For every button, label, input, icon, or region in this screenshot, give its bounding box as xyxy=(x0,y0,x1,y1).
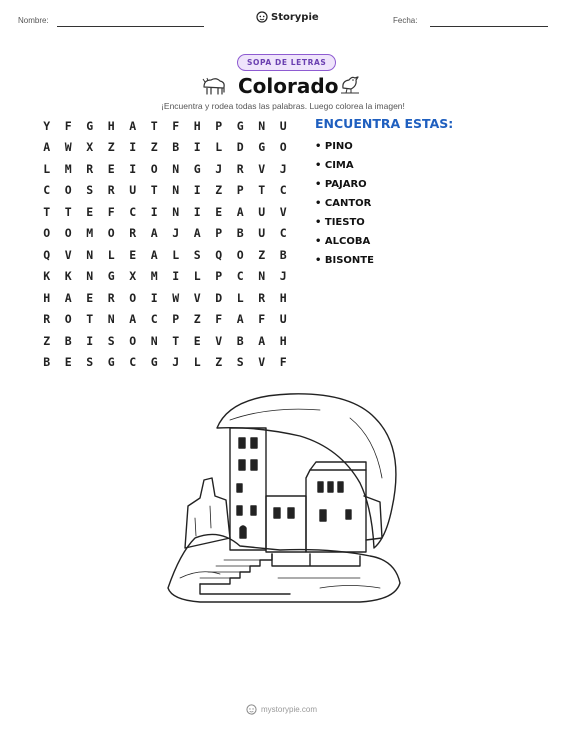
grid-cell[interactable]: P xyxy=(215,226,223,241)
grid-cell[interactable]: Y xyxy=(43,118,51,133)
grid-cell[interactable]: V xyxy=(279,204,287,219)
grid-cell[interactable]: E xyxy=(86,290,94,305)
grid-cell[interactable]: R xyxy=(107,290,115,305)
grid-cell[interactable]: R xyxy=(107,183,115,198)
grid-cell[interactable]: K xyxy=(64,269,72,284)
grid-cell[interactable]: U xyxy=(279,118,287,133)
grid-cell[interactable]: V xyxy=(215,333,223,348)
grid-cell[interactable]: G xyxy=(236,118,244,133)
grid-cell[interactable]: Z xyxy=(150,140,158,155)
grid-cell[interactable]: N xyxy=(258,269,266,284)
grid-cell[interactable]: J xyxy=(172,355,180,370)
grid-cell[interactable]: I xyxy=(86,333,94,348)
grid-cell[interactable]: S xyxy=(86,355,94,370)
grid-cell[interactable]: L xyxy=(172,247,180,262)
grid-cell[interactable]: N xyxy=(150,333,158,348)
worksheet-type-badge: SOPA DE LETRAS xyxy=(237,54,336,71)
grid-cell[interactable]: G xyxy=(258,140,266,155)
grid-cell[interactable]: B xyxy=(64,333,72,348)
grid-cell[interactable]: N xyxy=(172,161,180,176)
grid-cell[interactable]: A xyxy=(236,312,244,327)
word-item[interactable]: • PINO xyxy=(315,141,353,152)
grid-cell[interactable]: Q xyxy=(43,247,51,262)
grid-cell[interactable]: M xyxy=(64,161,72,176)
grid-cell[interactable]: G xyxy=(193,161,201,176)
grid-cell[interactable]: U xyxy=(279,312,287,327)
grid-cell[interactable]: J xyxy=(215,161,223,176)
grid-cell[interactable]: H xyxy=(43,290,51,305)
grid-cell[interactable]: T xyxy=(43,204,51,219)
grid-cell[interactable]: B xyxy=(279,247,287,262)
grid-cell[interactable]: T xyxy=(172,333,180,348)
grid-cell[interactable]: B xyxy=(236,226,244,241)
grid-cell[interactable]: P xyxy=(215,118,223,133)
grid-cell[interactable]: C xyxy=(279,226,287,241)
word-item[interactable]: • CANTOR xyxy=(315,198,372,209)
grid-cell[interactable]: Z xyxy=(258,247,266,262)
grid-cell[interactable]: F xyxy=(215,312,223,327)
grid-cell[interactable]: H xyxy=(279,290,287,305)
grid-cell[interactable]: X xyxy=(86,140,94,155)
grid-cell[interactable]: A xyxy=(193,226,201,241)
grid-cell[interactable]: G xyxy=(150,355,158,370)
grid-cell[interactable]: M xyxy=(150,269,158,284)
grid-cell[interactable]: O xyxy=(129,333,137,348)
grid-cell[interactable]: F xyxy=(172,118,180,133)
name-label: Nombre: xyxy=(18,16,49,25)
grid-cell[interactable]: A xyxy=(150,226,158,241)
grid-cell[interactable]: U xyxy=(258,204,266,219)
grid-cell[interactable]: U xyxy=(258,226,266,241)
grid-cell[interactable]: E xyxy=(107,161,115,176)
footer-site[interactable]: mystorypie.com xyxy=(261,705,318,714)
bison-doodle-icon xyxy=(201,74,227,96)
grid-cell[interactable]: E xyxy=(215,204,223,219)
word-item[interactable]: • BISONTE xyxy=(315,255,374,266)
grid-cell[interactable]: O xyxy=(129,290,137,305)
bird-doodle-icon xyxy=(338,72,362,96)
word-item[interactable]: • TIESTO xyxy=(315,217,365,228)
word-item[interactable]: • CIMA xyxy=(315,160,354,171)
grid-cell[interactable]: T xyxy=(64,204,72,219)
grid-cell[interactable]: M xyxy=(86,226,94,241)
grid-cell[interactable]: N xyxy=(107,312,115,327)
grid-cell[interactable]: R xyxy=(86,161,94,176)
grid-cell[interactable]: I xyxy=(193,204,201,219)
word-list-panel xyxy=(315,116,453,270)
grid-cell[interactable]: Z xyxy=(107,140,115,155)
grid-cell[interactable]: G xyxy=(107,355,115,370)
grid-cell[interactable]: B xyxy=(43,355,51,370)
grid-cell[interactable]: P xyxy=(236,183,244,198)
name-line[interactable] xyxy=(57,26,204,27)
grid-cell[interactable]: R xyxy=(129,226,137,241)
grid-cell[interactable]: V xyxy=(258,355,266,370)
brand-logo xyxy=(256,11,319,23)
storypie-mascot-icon xyxy=(256,11,268,23)
grid-cell[interactable]: A xyxy=(129,312,137,327)
grid-cell[interactable]: C xyxy=(236,269,244,284)
grid-cell[interactable]: T xyxy=(150,183,158,198)
grid-cell[interactable]: Z xyxy=(193,312,201,327)
grid-cell[interactable]: N xyxy=(172,183,180,198)
grid-cell[interactable]: I xyxy=(193,183,201,198)
grid-cell[interactable]: H xyxy=(107,118,115,133)
grid-cell[interactable]: R xyxy=(43,312,51,327)
grid-cell[interactable]: C xyxy=(129,355,137,370)
grid-cell[interactable]: Z xyxy=(215,355,223,370)
grid-cell[interactable]: O xyxy=(43,226,51,241)
grid-cell[interactable]: O xyxy=(64,226,72,241)
grid-cell[interactable]: E xyxy=(64,355,72,370)
grid-cell[interactable]: L xyxy=(107,247,115,262)
grid-cell[interactable]: W xyxy=(64,140,72,155)
letter-grid[interactable] xyxy=(36,115,294,373)
word-item[interactable]: • ALCOBA xyxy=(315,236,371,247)
instructions: ¡Encuentra y rodea todas las palabras. Luego colorea la imagen! xyxy=(161,101,405,111)
grid-cell[interactable]: N xyxy=(258,118,266,133)
grid-cell[interactable]: S xyxy=(86,183,94,198)
grid-cell[interactable]: B xyxy=(236,333,244,348)
brand-name: Storypie xyxy=(271,11,319,23)
grid-cell[interactable]: D xyxy=(236,140,244,155)
grid-cell[interactable]: N xyxy=(86,247,94,262)
storypie-mascot-icon xyxy=(246,704,257,715)
grid-cell[interactable]: L xyxy=(193,269,201,284)
grid-cell[interactable]: I xyxy=(150,290,158,305)
grid-cell[interactable]: P xyxy=(172,312,180,327)
page-title: Colorado xyxy=(238,74,339,98)
grid-cell[interactable]: H xyxy=(279,333,287,348)
grid-cell[interactable]: S xyxy=(107,333,115,348)
grid-cell[interactable]: C xyxy=(43,183,51,198)
footer xyxy=(246,704,317,715)
grid-cell[interactable]: J xyxy=(279,161,287,176)
grid-cell[interactable]: T xyxy=(86,312,94,327)
grid-cell[interactable]: O xyxy=(64,312,72,327)
grid-cell[interactable]: L xyxy=(193,355,201,370)
grid-cell[interactable]: G xyxy=(86,118,94,133)
grid-cell[interactable]: J xyxy=(172,226,180,241)
grid-cell[interactable]: A xyxy=(43,140,51,155)
grid-cell[interactable]: A xyxy=(258,333,266,348)
grid-cell[interactable]: O xyxy=(236,247,244,262)
word-list-title: ENCUENTRA ESTAS: xyxy=(315,116,454,131)
grid-cell[interactable]: I xyxy=(129,161,137,176)
grid-cell[interactable]: U xyxy=(129,183,137,198)
grid-cell[interactable]: Q xyxy=(215,247,223,262)
grid-cell[interactable]: B xyxy=(172,140,180,155)
grid-cell[interactable]: D xyxy=(215,290,223,305)
grid-cell[interactable]: J xyxy=(279,269,287,284)
date-line[interactable] xyxy=(430,26,548,27)
grid-cell[interactable]: L xyxy=(43,161,51,176)
grid-cell[interactable]: A xyxy=(129,118,137,133)
grid-cell[interactable]: Z xyxy=(215,183,223,198)
grid-cell[interactable]: A xyxy=(236,204,244,219)
grid-cell[interactable]: I xyxy=(150,204,158,219)
date-label: Fecha: xyxy=(393,16,418,25)
grid-cell[interactable]: E xyxy=(129,247,137,262)
grid-cell[interactable]: G xyxy=(107,269,115,284)
grid-cell[interactable]: O xyxy=(64,183,72,198)
grid-cell[interactable]: R xyxy=(236,161,244,176)
grid-cell[interactable]: C xyxy=(279,183,287,198)
grid-cell[interactable]: I xyxy=(172,269,180,284)
grid-cell[interactable]: F xyxy=(258,312,266,327)
grid-cell[interactable]: I xyxy=(193,140,201,155)
grid-cell[interactable]: C xyxy=(150,312,158,327)
grid-cell[interactable]: V xyxy=(64,247,72,262)
grid-cell[interactable]: C xyxy=(129,204,137,219)
grid-cell[interactable]: A xyxy=(150,247,158,262)
grid-cell[interactable]: V xyxy=(258,161,266,176)
grid-cell[interactable]: V xyxy=(193,290,201,305)
grid-cell[interactable]: S xyxy=(236,355,244,370)
grid-cell[interactable]: H xyxy=(193,118,201,133)
grid-cell[interactable]: X xyxy=(129,269,137,284)
grid-cell[interactable]: L xyxy=(215,140,223,155)
grid-cell[interactable]: S xyxy=(193,247,201,262)
grid-cell[interactable]: N xyxy=(86,269,94,284)
word-item[interactable]: • PAJARO xyxy=(315,179,367,190)
grid-cell[interactable]: T xyxy=(258,183,266,198)
grid-cell[interactable]: P xyxy=(215,269,223,284)
grid-cell[interactable]: I xyxy=(129,140,137,155)
grid-cell[interactable]: E xyxy=(193,333,201,348)
word-list xyxy=(315,137,453,270)
cliff-dwelling-illustration[interactable] xyxy=(160,388,410,610)
grid-cell[interactable]: W xyxy=(172,290,180,305)
grid-cell[interactable]: N xyxy=(172,204,180,219)
grid-cell[interactable]: R xyxy=(258,290,266,305)
grid-cell[interactable]: F xyxy=(279,355,287,370)
grid-cell[interactable]: O xyxy=(150,161,158,176)
grid-cell[interactable]: K xyxy=(43,269,51,284)
grid-cell[interactable]: E xyxy=(86,204,94,219)
grid-cell[interactable]: F xyxy=(107,204,115,219)
grid-cell[interactable]: A xyxy=(64,290,72,305)
grid-cell[interactable]: Z xyxy=(43,333,51,348)
grid-cell[interactable]: T xyxy=(150,118,158,133)
grid-cell[interactable]: L xyxy=(236,290,244,305)
grid-cell[interactable]: O xyxy=(279,140,287,155)
grid-cell[interactable]: O xyxy=(107,226,115,241)
grid-cell[interactable]: F xyxy=(64,118,72,133)
